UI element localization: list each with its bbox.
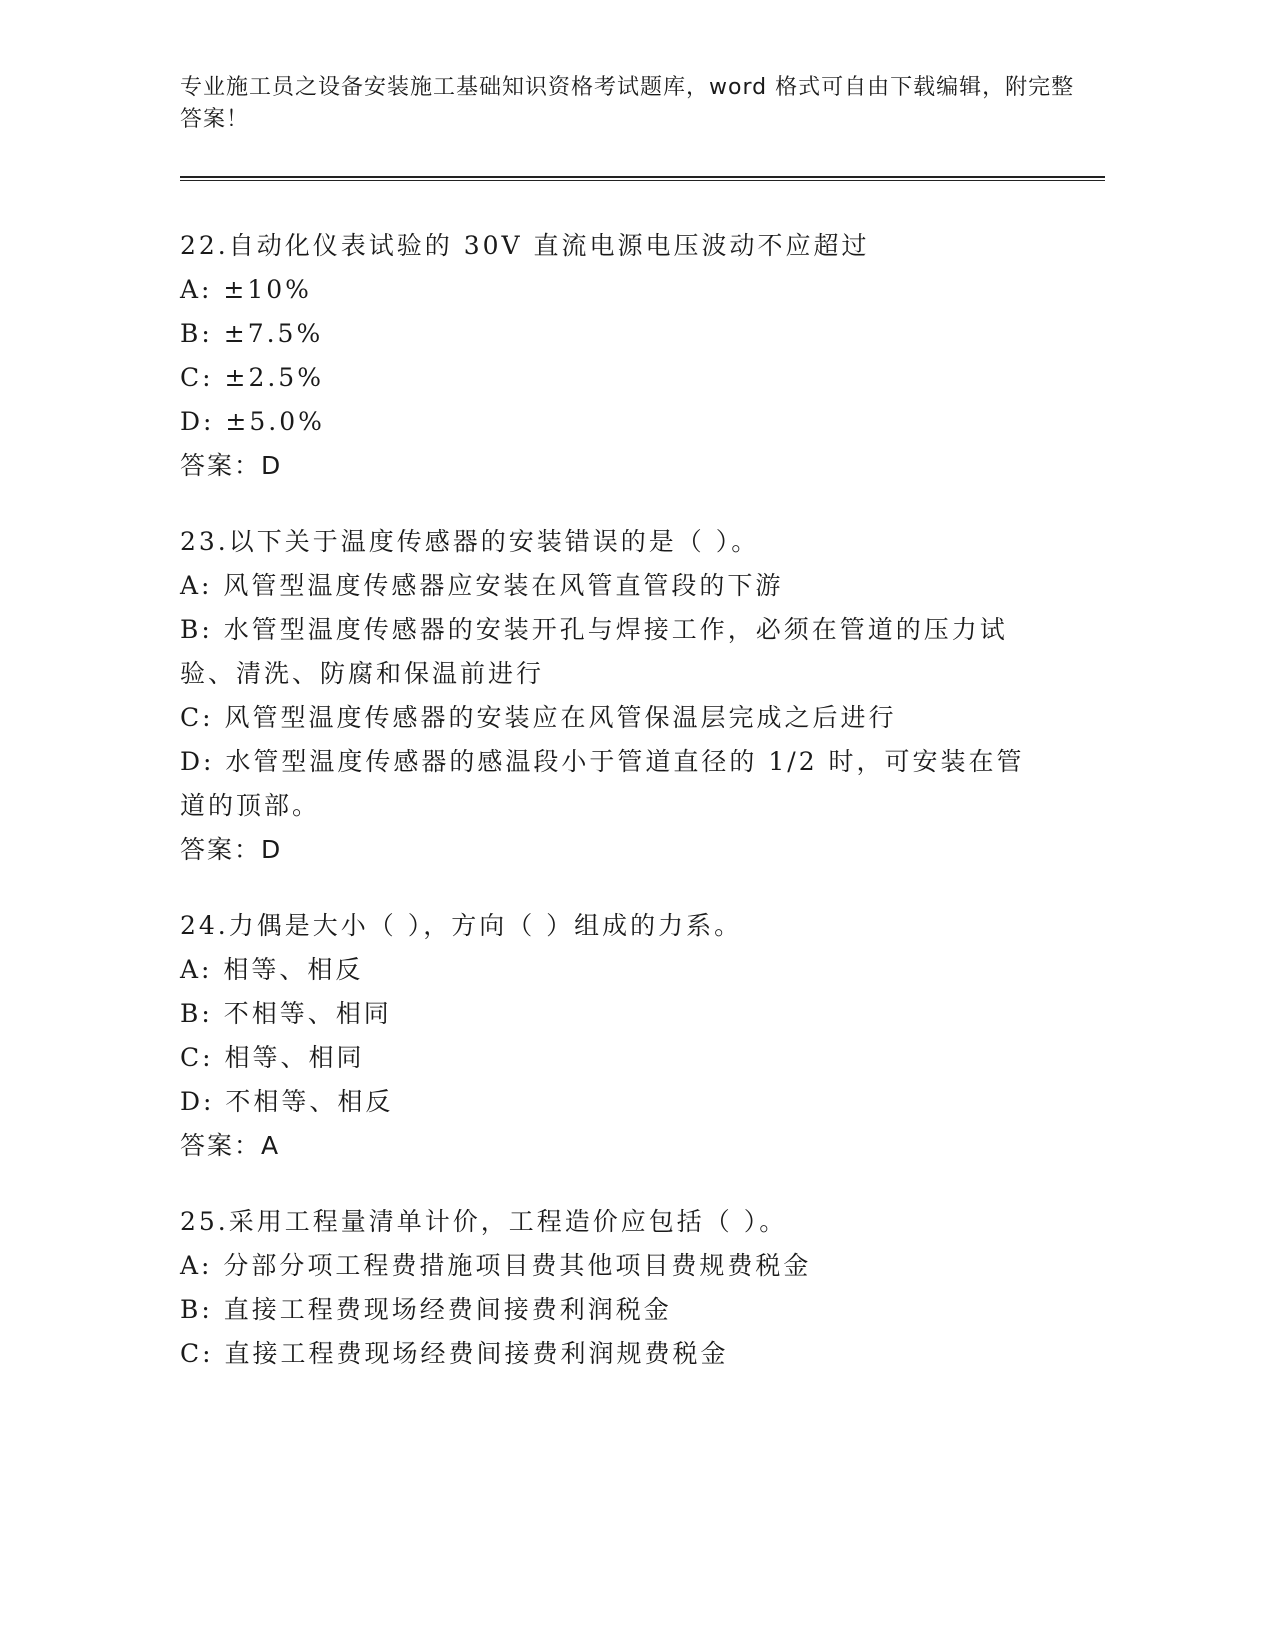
option-a: A: 分部分项工程费措施项目费其他项目费规费税金 xyxy=(180,1251,812,1280)
question-stem: 22.自动化仪表试验的 30V 直流电源电压波动不应超过 xyxy=(180,231,870,260)
option-d: D: ±5.0% xyxy=(180,407,325,436)
question-25 xyxy=(180,1200,1040,1376)
question-list xyxy=(180,224,1040,1408)
option-b: B: 水管型温度传感器的安装开孔与焊接工作，必须在管道的压力试验、清洗、防腐和保温前进行 xyxy=(180,615,1008,688)
option-b: B: 不相等、相同 xyxy=(180,999,392,1028)
answer-label: 答案：D xyxy=(180,835,283,864)
option-c: C: 直接工程费现场经费间接费利润规费税金 xyxy=(180,1339,729,1368)
document-header: 专业施工员之设备安装施工基础知识资格考试题库，word 格式可自由下载编辑，附完整答案！ xyxy=(180,75,1075,132)
question-stem: 23.以下关于温度传感器的安装错误的是（ ）。 xyxy=(180,527,760,556)
option-d: D: 不相等、相反 xyxy=(180,1087,394,1116)
question-24 xyxy=(180,904,1040,1168)
option-a: A: 风管型温度传感器应安装在风管直管段的下游 xyxy=(180,571,784,600)
option-d: D: 水管型温度传感器的感温段小于管道直径的 1/2 时，可安装在管道的顶部。 xyxy=(180,747,1025,820)
question-22 xyxy=(180,224,1040,488)
question-23 xyxy=(180,520,1040,872)
answer-label: 答案：D xyxy=(180,451,283,480)
header-divider xyxy=(180,176,1105,181)
option-b: B: ±7.5% xyxy=(180,319,324,348)
option-b: B: 直接工程费现场经费间接费利润税金 xyxy=(180,1295,672,1324)
option-a: A: ±10% xyxy=(180,275,312,304)
answer-label: 答案：A xyxy=(180,1131,281,1160)
option-c: C: 相等、相同 xyxy=(180,1043,365,1072)
option-a: A: 相等、相反 xyxy=(180,955,364,984)
option-c: C: 风管型温度传感器的安装应在风管保温层完成之后进行 xyxy=(180,703,897,732)
question-stem: 25.采用工程量清单计价，工程造价应包括（ ）。 xyxy=(180,1207,788,1236)
question-stem: 24.力偶是大小（ ），方向（ ）组成的力系。 xyxy=(180,911,743,940)
option-c: C: ±2.5% xyxy=(180,363,324,392)
